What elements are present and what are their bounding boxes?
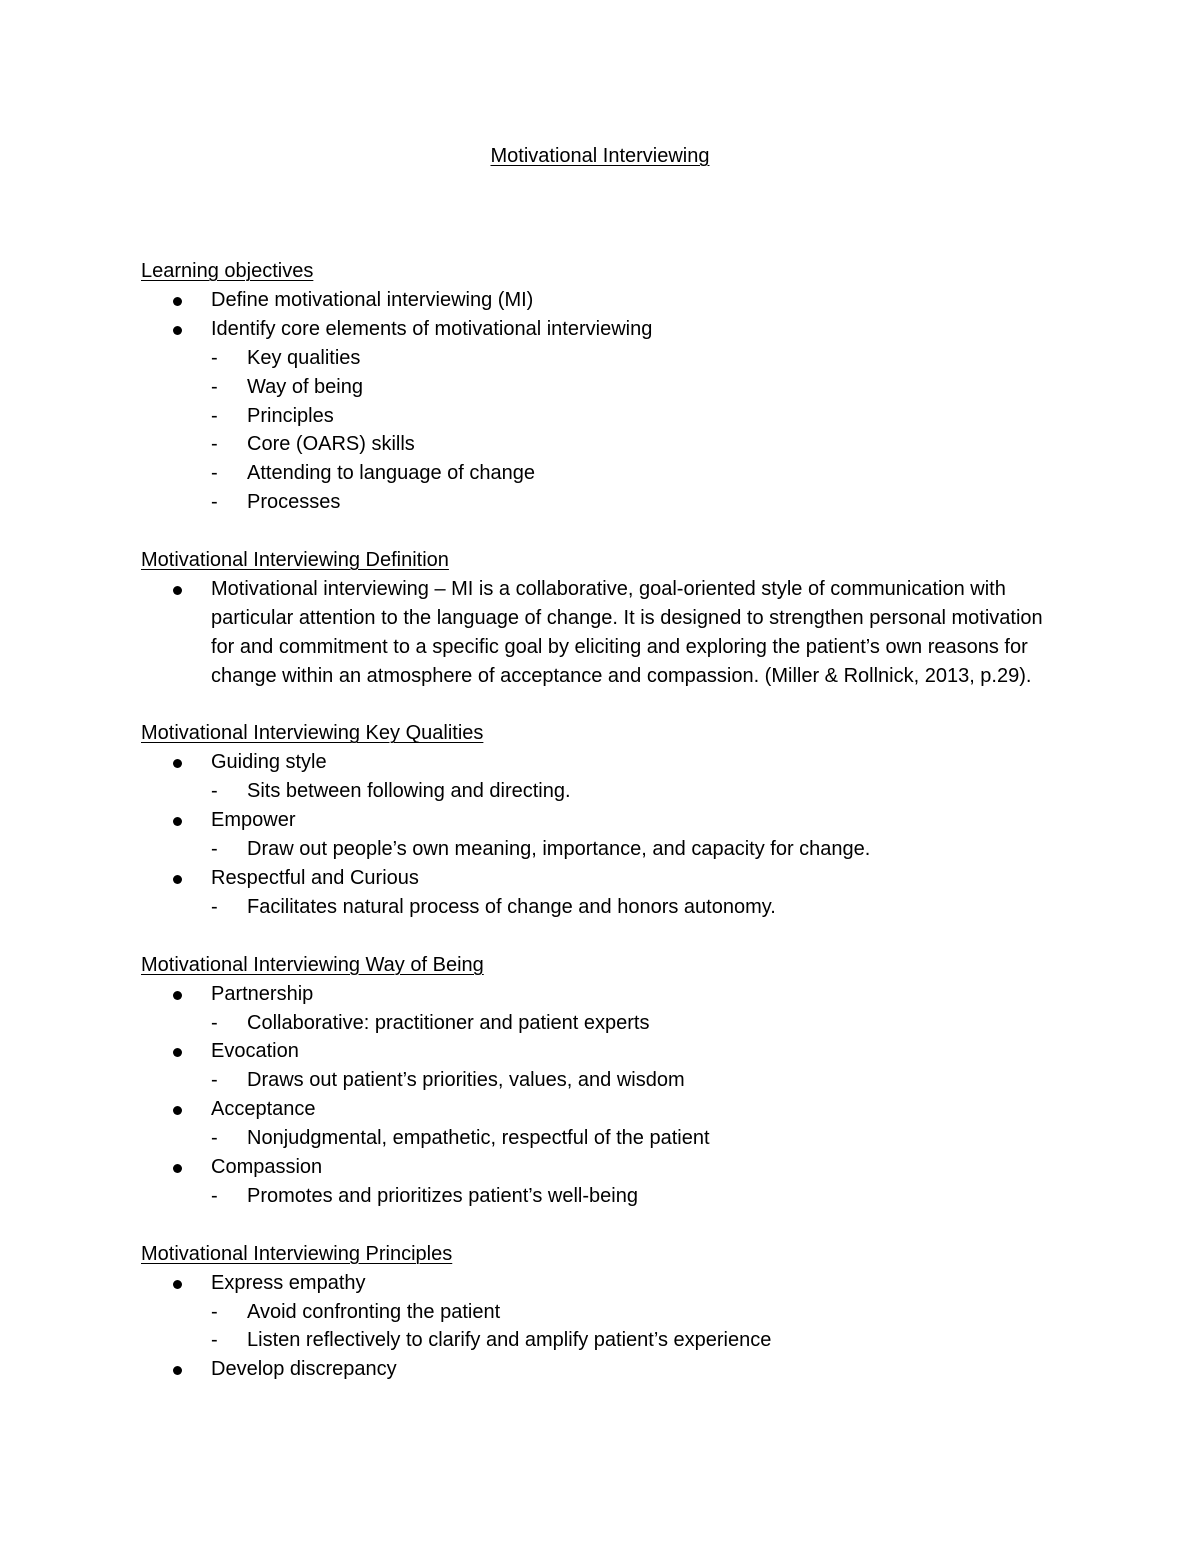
dash-marker: - <box>211 1329 218 1352</box>
bullet-text: Empower <box>211 809 296 832</box>
bullet-item <box>141 748 1071 777</box>
bullet-icon <box>173 1106 182 1115</box>
dash-marker: - <box>211 433 218 456</box>
sub-item <box>141 430 1071 459</box>
bullet-text: Partnership <box>211 982 314 1005</box>
sub-item-text: Avoid confronting the patient <box>247 1300 501 1323</box>
sub-item-text: Collaborative: practitioner and patient experts <box>247 1011 650 1034</box>
bullet-item <box>141 575 1071 691</box>
sub-item-text: Sits between following and directing. <box>247 780 571 803</box>
bullet-icon <box>173 1366 182 1375</box>
dash-marker: - <box>211 1011 218 1034</box>
section <box>141 951 1071 1211</box>
sub-item-text: Draw out people’s own meaning, importance, and capacity for change. <box>247 838 871 861</box>
bullet-item <box>141 1269 1071 1298</box>
sub-item <box>141 488 1071 517</box>
sub-item-text: Attending to language of change <box>247 462 536 485</box>
dash-marker: - <box>211 404 218 427</box>
bullet-text: Express empathy <box>211 1271 366 1294</box>
section-heading: Motivational Interviewing Definition <box>141 549 449 572</box>
bullet-text: Develop discrepancy <box>211 1358 397 1381</box>
sub-item <box>141 1066 1071 1095</box>
sub-item-text: Listen reflectively to clarify and amplify patient’s experience <box>247 1329 772 1352</box>
sub-item <box>141 1009 1071 1038</box>
sub-item <box>141 1182 1071 1211</box>
sub-item <box>141 402 1071 431</box>
section <box>141 1240 1071 1385</box>
sub-item-text: Key qualities <box>247 346 361 369</box>
bullet-icon <box>173 1164 182 1173</box>
sub-item <box>141 893 1071 922</box>
sub-item <box>141 1298 1071 1327</box>
sub-item-text: Core (OARS) skills <box>247 433 415 456</box>
dash-marker: - <box>211 462 218 485</box>
dash-marker: - <box>211 1069 218 1092</box>
sub-item-text: Promotes and prioritizes patient’s well-being <box>247 1184 638 1207</box>
sub-item <box>141 835 1071 864</box>
document-title: Motivational Interviewing <box>490 145 710 167</box>
bullet-item <box>141 980 1071 1009</box>
bullet-text: Motivational interviewing – MI is a collaborative, goal-oriented style of communication with particular attention to the language of change. It is designed to strengthen personal motivation for and commitment to a specific goal by eliciting and exploring the patient’s own reasons for change within an atmosphere of acceptance and compassion. (Miller & Rollnick, 2013, p.29). <box>211 577 1043 687</box>
bullet-item <box>141 315 1071 344</box>
bullet-text: Guiding style <box>211 751 327 774</box>
sub-item-text: Draws out patient’s priorities, values, and wisdom <box>247 1069 685 1092</box>
bullet-text: Evocation <box>211 1040 299 1063</box>
bullet-item <box>141 1355 1071 1384</box>
bullet-item <box>141 864 1071 893</box>
section-heading: Motivational Interviewing Key Qualities <box>141 722 484 745</box>
dash-marker: - <box>211 375 218 398</box>
dash-marker: - <box>211 1300 218 1323</box>
bullet-text: Define motivational interviewing (MI) <box>211 288 534 311</box>
bullet-text: Identify core elements of motivational interviewing <box>211 317 653 340</box>
sub-item <box>141 459 1071 488</box>
dash-marker: - <box>211 491 218 514</box>
bullet-icon <box>173 759 182 768</box>
sub-item-text: Nonjudgmental, empathetic, respectful of the patient <box>247 1127 710 1150</box>
bullet-icon <box>173 875 182 884</box>
sub-item <box>141 1326 1071 1355</box>
section-heading: Learning objectives <box>141 260 314 282</box>
sub-item <box>141 777 1071 806</box>
section <box>141 546 1071 691</box>
dash-marker: - <box>211 780 218 803</box>
dash-marker: - <box>211 1127 218 1150</box>
section-heading: Motivational Interviewing Principles <box>141 1242 453 1265</box>
bullet-item <box>141 1037 1071 1066</box>
document-body <box>141 257 1071 1384</box>
bullet-text: Compassion <box>211 1156 323 1179</box>
sub-item-text: Facilitates natural process of change and honors autonomy. <box>247 895 776 918</box>
dash-marker: - <box>211 838 218 861</box>
sub-item <box>141 373 1071 402</box>
dash-marker: - <box>211 346 218 369</box>
sub-item-text: Principles <box>247 404 334 427</box>
bullet-item <box>141 1095 1071 1124</box>
sub-item <box>141 344 1071 373</box>
bullet-icon <box>173 817 182 826</box>
bullet-icon <box>173 586 182 595</box>
section <box>141 719 1071 921</box>
sub-item-text: Processes <box>247 491 341 514</box>
bullet-icon <box>173 1280 182 1289</box>
bullet-item <box>141 806 1071 835</box>
sub-item <box>141 1124 1071 1153</box>
bullet-item <box>141 1153 1071 1182</box>
bullet-icon <box>173 991 182 1000</box>
section <box>141 257 1071 517</box>
section-heading: Motivational Interviewing Way of Being <box>141 953 484 976</box>
bullet-item <box>141 286 1071 315</box>
sub-item-text: Way of being <box>247 375 363 398</box>
bullet-icon <box>173 297 182 306</box>
dash-marker: - <box>211 1184 218 1207</box>
bullet-icon <box>173 1048 182 1057</box>
dash-marker: - <box>211 895 218 918</box>
bullet-text: Acceptance <box>211 1098 316 1121</box>
bullet-text: Respectful and Curious <box>211 867 419 889</box>
bullet-icon <box>173 326 182 335</box>
